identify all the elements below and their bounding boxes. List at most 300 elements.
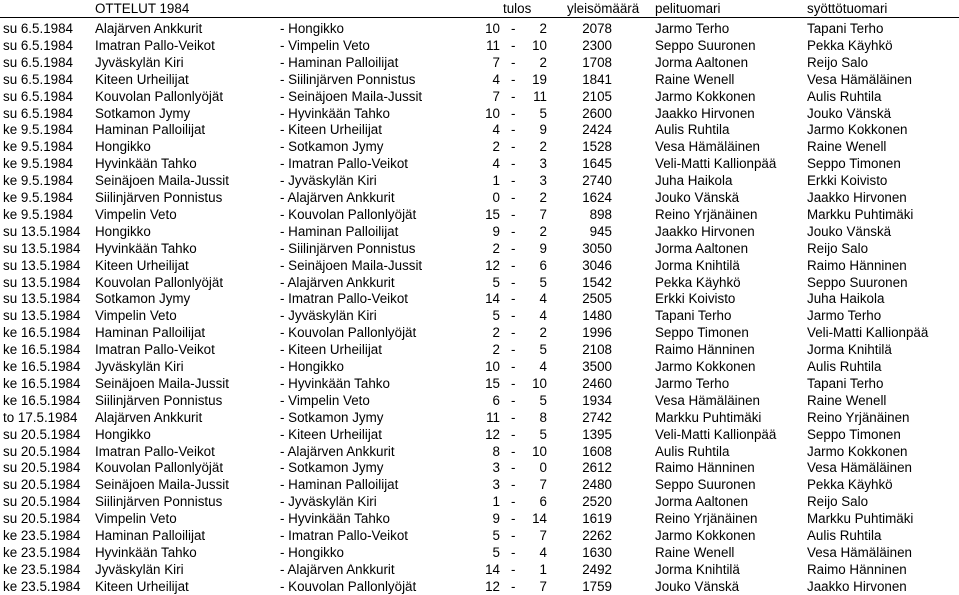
away-score: 2 — [539, 190, 547, 205]
referee: Jorma Aaltonen — [655, 494, 749, 510]
score-separator: - — [511, 342, 516, 358]
home-score: 3 — [492, 477, 500, 493]
score-separator: - — [511, 139, 516, 155]
assistant-referee: Pekka Käyhkö — [807, 477, 893, 493]
referee: Jaakko Hirvonen — [655, 223, 755, 239]
referee: Jorma Aaltonen — [655, 240, 749, 256]
match-date: su 6.5.1984 — [3, 54, 73, 70]
score-separator: - — [511, 409, 516, 425]
match-date: ke 23.5.1984 — [3, 578, 81, 594]
away-team: - Hyvinkään Tahko — [280, 375, 390, 391]
score-separator: - — [511, 578, 516, 594]
match-date: ke 23.5.1984 — [3, 528, 81, 543]
away-score: 2 — [539, 139, 547, 155]
score-separator: - — [511, 511, 516, 527]
attendance: 2520 — [582, 494, 612, 510]
away-score: 2 — [539, 223, 547, 239]
attendance: 1841 — [582, 71, 612, 87]
attendance: 1480 — [582, 308, 612, 324]
assistant-referee: Aulis Ruhtila — [807, 528, 882, 543]
table-row — [0, 88, 959, 105]
home-team: Sotkamon Jymy — [95, 105, 191, 121]
attendance: 898 — [589, 206, 612, 222]
away-team: - Vimpelin Veto — [280, 392, 370, 408]
score-separator: - — [511, 325, 516, 341]
referee: Jorma Knihtilä — [655, 257, 740, 273]
match-date: su 20.5.1984 — [3, 426, 81, 442]
away-team: - Alajärven Ankkurit — [280, 443, 395, 459]
home-team: Siilinjärven Ponnistus — [95, 392, 223, 408]
home-score: 2 — [492, 325, 500, 341]
match-date: su 6.5.1984 — [3, 71, 73, 87]
home-team: Hongikko — [95, 426, 151, 442]
referee: Jarmo Terho — [655, 375, 730, 391]
attendance: 1619 — [582, 511, 612, 527]
match-date: ke 9.5.1984 — [3, 190, 73, 205]
away-score: 5 — [539, 105, 547, 121]
away-score: 9 — [539, 240, 547, 256]
attendance: 1759 — [582, 578, 612, 594]
score-separator: - — [511, 240, 516, 256]
attendance: 2300 — [582, 37, 612, 53]
score-separator: - — [511, 190, 516, 205]
away-team: - Siilinjärven Ponnistus — [280, 240, 416, 256]
table-row — [0, 510, 959, 527]
home-score: 12 — [485, 578, 500, 594]
referee: Tapani Terho — [655, 308, 732, 324]
attendance: 1542 — [582, 274, 612, 290]
referee: Markku Puhtimäki — [655, 409, 762, 425]
home-team: Haminan Palloilijat — [95, 325, 206, 341]
score-separator: - — [511, 122, 516, 138]
assistant-referee: Markku Puhtimäki — [807, 511, 914, 527]
away-team: - Hongikko — [280, 544, 345, 560]
table-row — [0, 426, 959, 443]
match-date: su 13.5.1984 — [3, 291, 81, 307]
assistant-referee: Pekka Käyhkö — [807, 37, 893, 53]
assistant-referee: Tapani Terho — [807, 21, 884, 36]
home-score: 15 — [485, 375, 500, 391]
column-header-result: tulos — [503, 1, 532, 16]
referee: Vesa Hämäläinen — [655, 139, 760, 155]
attendance: 945 — [589, 223, 612, 239]
assistant-referee: Jouko Vänskä — [807, 105, 892, 121]
away-score: 4 — [539, 308, 547, 324]
attendance: 2742 — [582, 409, 612, 425]
home-team: Kiteen Urheilijat — [95, 578, 189, 594]
match-date: su 13.5.1984 — [3, 308, 81, 324]
assistant-referee: Jarmo Kokkonen — [807, 443, 908, 459]
score-separator: - — [511, 561, 516, 577]
home-score: 2 — [492, 342, 500, 358]
score-separator: - — [511, 156, 516, 172]
home-score: 8 — [492, 443, 500, 459]
home-team: Hyvinkään Tahko — [95, 544, 197, 560]
attendance: 2078 — [582, 21, 612, 36]
away-team: - Imatran Pallo-Veikot — [280, 528, 409, 543]
attendance: 2480 — [582, 477, 612, 493]
table-row — [0, 189, 959, 206]
table-row — [0, 172, 959, 189]
referee: Pekka Käyhkö — [655, 274, 741, 290]
score-separator: - — [511, 443, 516, 459]
away-score: 6 — [539, 494, 547, 510]
column-header-referee: pelituomari — [655, 1, 721, 16]
home-score: 3 — [492, 460, 500, 476]
home-score: 5 — [492, 544, 500, 560]
away-team: - Alajärven Ankkurit — [280, 190, 395, 205]
referee: Raimo Hänninen — [655, 460, 755, 476]
table-row — [0, 459, 959, 476]
assistant-referee: Reino Yrjänäinen — [807, 409, 910, 425]
attendance: 2108 — [582, 342, 612, 358]
away-score: 7 — [539, 477, 547, 493]
score-separator: - — [511, 308, 516, 324]
attendance: 1608 — [582, 443, 612, 459]
table-row — [0, 561, 959, 578]
away-score: 11 — [533, 88, 547, 104]
score-separator: - — [511, 544, 516, 560]
home-team: Kouvolan Pallonlyöjät — [95, 460, 224, 476]
referee: Jarmo Kokkonen — [655, 359, 756, 374]
score-separator: - — [511, 257, 516, 273]
assistant-referee: Jarmo Terho — [807, 308, 882, 324]
away-score: 10 — [532, 443, 547, 459]
attendance: 2600 — [582, 105, 612, 121]
away-team: - Hyvinkään Tahko — [280, 511, 390, 527]
match-date: su 20.5.1984 — [3, 460, 81, 476]
attendance: 2740 — [582, 173, 612, 189]
away-team: - Haminan Palloilijat — [280, 54, 399, 70]
away-team: - Kouvolan Pallonlyöjät — [280, 578, 417, 594]
referee: Jouko Vänskä — [655, 190, 740, 205]
table-row — [0, 20, 959, 37]
attendance: 1630 — [582, 544, 612, 560]
assistant-referee: Aulis Ruhtila — [807, 88, 882, 104]
table-row — [0, 257, 959, 274]
assistant-referee: Jarmo Kokkonen — [807, 122, 908, 138]
table-row — [0, 375, 959, 392]
referee: Jarmo Kokkonen — [655, 528, 756, 543]
home-team: Seinäjoen Maila-Jussit — [95, 173, 229, 189]
referee: Jaakko Hirvonen — [655, 105, 755, 121]
assistant-referee: Raimo Hänninen — [807, 257, 907, 273]
score-separator: - — [511, 392, 516, 408]
home-team: Seinäjoen Maila-Jussit — [95, 477, 229, 493]
score-separator: - — [511, 88, 516, 104]
assistant-referee: Vesa Hämäläinen — [807, 71, 912, 87]
table-row — [0, 290, 959, 307]
attendance: 1395 — [582, 426, 612, 442]
home-team: Jyväskylän Kiri — [95, 359, 184, 374]
score-separator: - — [511, 223, 516, 239]
home-team: Hyvinkään Tahko — [95, 240, 197, 256]
score-separator: - — [511, 359, 516, 374]
attendance: 1996 — [582, 325, 612, 341]
home-score: 4 — [492, 156, 500, 172]
score-separator: - — [511, 426, 516, 442]
away-team: - Haminan Palloilijat — [280, 477, 399, 493]
away-team: - Jyväskylän Kiri — [280, 494, 377, 510]
score-separator: - — [511, 71, 516, 87]
table-row — [0, 527, 959, 544]
away-team: - Siilinjärven Ponnistus — [280, 71, 416, 87]
attendance: 1934 — [582, 392, 612, 408]
home-score: 5 — [492, 274, 500, 290]
assistant-referee: Reijo Salo — [807, 240, 869, 256]
match-date: ke 16.5.1984 — [3, 342, 81, 358]
column-header-assistant-referee: syöttötuomari — [807, 1, 888, 16]
away-team: - Kiteen Urheilijat — [280, 426, 382, 442]
home-team: Haminan Palloilijat — [95, 528, 206, 543]
attendance: 3500 — [582, 359, 612, 374]
home-score: 7 — [492, 54, 500, 70]
table-row — [0, 240, 959, 257]
referee: Aulis Ruhtila — [655, 443, 730, 459]
match-date: su 13.5.1984 — [3, 257, 81, 273]
home-team: Vimpelin Veto — [95, 308, 177, 324]
assistant-referee: Seppo Suuronen — [807, 274, 908, 290]
score-separator: - — [511, 37, 516, 53]
home-team: Kiteen Urheilijat — [95, 71, 189, 87]
attendance: 2505 — [582, 291, 612, 307]
away-team: - Haminan Palloilijat — [280, 223, 399, 239]
assistant-referee: Markku Puhtimäki — [807, 206, 914, 222]
home-team: Hongikko — [95, 223, 151, 239]
attendance: 2262 — [582, 528, 612, 543]
table-row — [0, 392, 959, 409]
away-team: - Alajärven Ankkurit — [280, 561, 395, 577]
home-team: Jyväskylän Kiri — [95, 54, 184, 70]
away-score: 3 — [539, 173, 547, 189]
match-date: ke 16.5.1984 — [3, 375, 81, 391]
referee: Raine Wenell — [655, 71, 735, 87]
home-score: 2 — [492, 139, 500, 155]
referee: Reino Yrjänäinen — [655, 206, 758, 222]
away-score: 8 — [539, 409, 547, 425]
away-score: 0 — [539, 460, 547, 476]
score-separator: - — [511, 528, 516, 543]
page-title: OTTELUT 1984 — [95, 1, 190, 16]
away-score: 1 — [539, 561, 547, 577]
match-date: su 6.5.1984 — [3, 88, 73, 104]
attendance: 3046 — [582, 257, 612, 273]
referee: Veli-Matti Kallionpää — [655, 426, 777, 442]
away-score: 3 — [539, 156, 547, 172]
home-score: 10 — [485, 105, 500, 121]
home-team: Kouvolan Pallonlyöjät — [95, 88, 224, 104]
assistant-referee: Veli-Matti Kallionpää — [807, 325, 929, 341]
home-score: 9 — [492, 223, 500, 239]
away-team: - Seinäjoen Maila-Jussit — [280, 257, 423, 273]
home-team: Kouvolan Pallonlyöjät — [95, 274, 224, 290]
table-row — [0, 54, 959, 71]
assistant-referee: Reijo Salo — [807, 494, 869, 510]
attendance: 2492 — [582, 561, 612, 577]
match-date: to 17.5.1984 — [3, 409, 78, 425]
match-date: su 20.5.1984 — [3, 443, 81, 459]
assistant-referee: Raimo Hänninen — [807, 561, 907, 577]
referee: Veli-Matti Kallionpää — [655, 156, 777, 172]
assistant-referee: Raine Wenell — [807, 139, 887, 155]
away-team: - Imatran Pallo-Veikot — [280, 156, 409, 172]
home-team: Alajärven Ankkurit — [95, 409, 203, 425]
table-row — [0, 324, 959, 341]
match-date: ke 16.5.1984 — [3, 392, 81, 408]
away-score: 10 — [532, 37, 547, 53]
assistant-referee: Juha Haikola — [807, 291, 885, 307]
home-score: 11 — [486, 37, 500, 53]
assistant-referee: Jorma Knihtilä — [807, 342, 892, 358]
table-row — [0, 341, 959, 358]
assistant-referee: Vesa Hämäläinen — [807, 460, 912, 476]
match-date: ke 9.5.1984 — [3, 122, 73, 138]
score-separator: - — [511, 54, 516, 70]
assistant-referee: Jouko Vänskä — [807, 223, 892, 239]
away-team: - Imatran Pallo-Veikot — [280, 291, 409, 307]
table-row — [0, 121, 959, 138]
home-team: Imatran Pallo-Veikot — [95, 37, 215, 53]
home-team: Kiteen Urheilijat — [95, 257, 189, 273]
home-score: 12 — [485, 426, 500, 442]
home-team: Vimpelin Veto — [95, 206, 177, 222]
match-date: su 13.5.1984 — [3, 274, 81, 290]
attendance: 3050 — [582, 240, 612, 256]
table-row — [0, 578, 959, 595]
home-score: 2 — [492, 240, 500, 256]
away-score: 7 — [539, 528, 547, 543]
table-row — [0, 476, 959, 493]
away-team: - Hongikko — [280, 359, 345, 374]
away-score: 7 — [539, 206, 547, 222]
table-row — [0, 223, 959, 240]
referee: Raimo Hänninen — [655, 342, 755, 358]
home-team: Siilinjärven Ponnistus — [95, 494, 223, 510]
home-score: 14 — [485, 291, 500, 307]
score-separator: - — [511, 375, 516, 391]
score-separator: - — [511, 274, 516, 290]
table-row — [0, 138, 959, 155]
assistant-referee: Jaakko Hirvonen — [807, 578, 907, 594]
away-score: 2 — [539, 21, 547, 36]
home-score: 10 — [485, 21, 500, 36]
home-score: 4 — [492, 122, 500, 138]
table-row — [0, 206, 959, 223]
away-team: - Sotkamon Jymy — [280, 460, 384, 476]
home-score: 1 — [492, 494, 500, 510]
away-score: 19 — [532, 71, 547, 87]
away-score: 4 — [539, 544, 547, 560]
away-score: 6 — [539, 257, 547, 273]
away-score: 5 — [539, 342, 547, 358]
assistant-referee: Reijo Salo — [807, 54, 869, 70]
assistant-referee: Seppo Timonen — [807, 156, 901, 172]
away-team: - Jyväskylän Kiri — [280, 308, 377, 324]
match-date: su 20.5.1984 — [3, 494, 81, 510]
away-team: - Hongikko — [280, 21, 345, 36]
match-date: ke 9.5.1984 — [3, 139, 73, 155]
referee: Erkki Koivisto — [655, 291, 736, 307]
away-team: - Seinäjoen Maila-Jussit — [280, 88, 423, 104]
score-separator: - — [511, 173, 516, 189]
match-date: ke 16.5.1984 — [3, 325, 81, 341]
score-separator: - — [511, 21, 516, 36]
table-row — [0, 544, 959, 561]
assistant-referee: Vesa Hämäläinen — [807, 544, 912, 560]
away-score: 4 — [539, 291, 547, 307]
match-date: ke 9.5.1984 — [3, 156, 73, 172]
home-team: Seinäjoen Maila-Jussit — [95, 375, 229, 391]
away-score: 7 — [539, 578, 547, 594]
home-score: 11 — [486, 409, 500, 425]
attendance: 2105 — [582, 88, 612, 104]
assistant-referee: Erkki Koivisto — [807, 173, 888, 189]
assistant-referee: Jaakko Hirvonen — [807, 190, 907, 205]
score-separator: - — [511, 460, 516, 476]
assistant-referee: Seppo Timonen — [807, 426, 901, 442]
home-team: Hongikko — [95, 139, 151, 155]
away-team: - Sotkamon Jymy — [280, 139, 384, 155]
table-row — [0, 155, 959, 172]
home-team: Imatran Pallo-Veikot — [95, 342, 215, 358]
away-team: - Kiteen Urheilijat — [280, 122, 382, 138]
referee: Jorma Aaltonen — [655, 54, 749, 70]
home-score: 7 — [492, 88, 500, 104]
away-score: 5 — [539, 274, 547, 290]
away-team: - Sotkamon Jymy — [280, 409, 384, 425]
score-separator: - — [511, 105, 516, 121]
away-score: 14 — [532, 511, 547, 527]
table-row — [0, 358, 959, 375]
home-team: Siilinjärven Ponnistus — [95, 190, 223, 205]
referee: Jarmo Kokkonen — [655, 88, 756, 104]
match-date: su 20.5.1984 — [3, 477, 81, 493]
home-score: 14 — [485, 561, 500, 577]
referee: Vesa Hämäläinen — [655, 392, 760, 408]
assistant-referee: Tapani Terho — [807, 375, 884, 391]
referee: Seppo Timonen — [655, 325, 749, 341]
table-row — [0, 493, 959, 510]
away-score: 10 — [532, 375, 547, 391]
home-score: 5 — [492, 528, 500, 543]
assistant-referee: Raine Wenell — [807, 392, 887, 408]
table-row — [0, 71, 959, 88]
home-team: Sotkamon Jymy — [95, 291, 191, 307]
referee: Jarmo Terho — [655, 21, 730, 36]
home-score: 9 — [492, 511, 500, 527]
referee: Jorma Knihtilä — [655, 561, 740, 577]
match-date: ke 16.5.1984 — [3, 359, 81, 374]
table-row — [0, 274, 959, 291]
home-score: 0 — [492, 190, 500, 205]
away-score: 2 — [539, 325, 547, 341]
match-date: su 13.5.1984 — [3, 223, 81, 239]
referee: Raine Wenell — [655, 544, 735, 560]
score-separator: - — [511, 291, 516, 307]
home-score: 10 — [485, 359, 500, 374]
home-team: Vimpelin Veto — [95, 511, 177, 527]
table-row — [0, 105, 959, 122]
match-date: su 13.5.1984 — [3, 240, 81, 256]
away-score: 4 — [539, 359, 547, 374]
table-header — [0, 0, 959, 17]
away-score: 5 — [539, 426, 547, 442]
attendance: 1708 — [582, 54, 612, 70]
attendance: 1624 — [582, 190, 612, 205]
home-score: 12 — [485, 257, 500, 273]
home-score: 6 — [492, 392, 500, 408]
referee: Reino Yrjänäinen — [655, 511, 758, 527]
